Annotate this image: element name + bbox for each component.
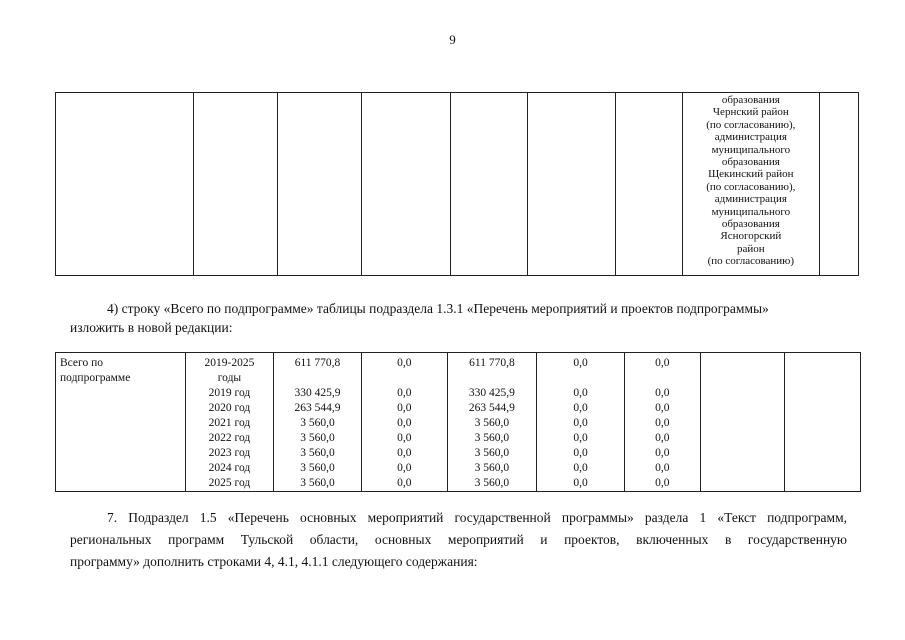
col6-value: 0,0 [573,477,588,489]
extrabudgetary-cell [624,353,700,492]
col5-value: 3 560,0 [474,432,510,444]
responsible-executor-line: образования [721,218,780,231]
col4-value: 0,0 [397,417,412,429]
page-number: 9 [449,32,456,47]
col3-value: 330 425,9 [294,387,341,399]
table-cell [56,93,194,276]
years-value: 2022 год [208,432,251,444]
col6-value: 0,0 [573,357,588,369]
regional-budget-cell [447,353,537,492]
years-value: годы [217,372,242,384]
subprogram-total-table [55,352,861,492]
col6-value: 0,0 [573,432,588,444]
responsible-executor-line: (по согласованию) [707,255,795,268]
table-cell [701,353,785,492]
table-cell [194,93,278,276]
responsible-executor-line: Ясногорский [720,230,782,243]
col7-value: 0,0 [655,477,670,489]
col5-value: 263 544,9 [468,402,515,414]
total-funding-cell [274,353,362,492]
col6-value: 0,0 [573,402,588,414]
years-value: 2019-2025 [204,357,255,369]
table-cell [615,93,682,276]
paragraph-7-line-2: региональных программ Тульской области, основных мероприятий и проектов, включенных в государственную [70,532,847,547]
col6-value: 0,0 [573,387,588,399]
events-table-continuation [55,92,859,276]
municipal-budget-cell [537,353,624,492]
total-label-line: подпрограмме [60,372,131,384]
table-cell [785,353,861,492]
col3-value: 611 770,8 [294,357,341,369]
col7-value: 0,0 [655,432,670,444]
col7-value [627,371,698,386]
table-cell [362,93,451,276]
col3-value: 3 560,0 [300,462,335,474]
responsible-executor-line: (по согласованию), [706,118,796,131]
table-cell [527,93,615,276]
years-value: 2021 год [208,417,251,429]
col5-value: 330 425,9 [468,387,515,399]
col7-value: 0,0 [655,447,670,459]
responsible-executor-line: администрация [714,131,787,144]
responsible-executor-line: муниципального [711,143,791,156]
years-value: 2024 год [208,462,251,474]
col5-value: 611 770,8 [469,357,515,369]
col7-value: 0,0 [655,402,670,414]
federal-budget-cell [362,353,448,492]
col3-value [276,371,359,386]
responsible-executor-line: администрация [714,193,787,206]
col5-value: 3 560,0 [474,417,510,429]
col6-value [539,371,621,386]
col4-value: 0,0 [397,462,412,474]
paragraph-7-line-3: программу» дополнить строками 4, 4.1, 4.1.1 следующего содержания: [70,554,478,569]
col3-value: 3 560,0 [300,432,335,444]
years-value: 2019 год [208,387,251,399]
col6-value: 0,0 [573,417,588,429]
responsible-executor-line: район [737,242,765,255]
table-row [56,93,859,276]
col7-value: 0,0 [655,417,670,429]
col5-value: 3 560,0 [474,477,510,489]
col5-value [450,371,535,386]
responsible-executor-line: Щекинский район [708,168,794,181]
responsible-executors-text [683,93,819,268]
paragraph-7-line-1: 7. Подраздел 1.5 «Перечень основных мероприятий государственной программы» раздела 1 «Текст подпрограмм, [107,510,847,525]
table-cell [278,93,362,276]
col6-value: 0,0 [573,447,588,459]
table-row [56,353,861,492]
col4-value: 0,0 [397,357,412,369]
table-cell [819,93,858,276]
col7-value: 0,0 [655,357,670,369]
years-cell [185,353,273,492]
responsible-executor-line: Чернский район [712,106,789,119]
col4-value [364,371,445,386]
paragraph-7 [70,507,847,573]
responsible-executor-line: муниципального [711,205,791,218]
col7-value: 0,0 [655,387,670,399]
responsible-executors-cell [682,93,819,276]
col3-value: 3 560,0 [300,477,335,489]
responsible-executor-line: (по согласованию), [706,180,796,193]
years-value: 2025 год [208,477,251,489]
col4-value: 0,0 [397,387,412,399]
total-label-line: Всего по [60,357,103,369]
col5-value: 3 560,0 [474,447,510,459]
responsible-executor-line: образования [721,156,780,169]
col4-value: 0,0 [397,432,412,444]
col3-value: 3 560,0 [300,417,335,429]
col7-value: 0,0 [655,462,670,474]
table-cell [451,93,527,276]
col4-value: 0,0 [397,402,412,414]
total-label-cell [56,353,186,492]
paragraph-4-line-1: 4) строку «Всего по подпрограмме» таблицы подраздела 1.3.1 «Перечень мероприятий и проектов подпрограммы» [107,301,769,316]
col4-value: 0,0 [397,447,412,459]
col4-value: 0,0 [397,477,412,489]
years-value: 2023 год [208,447,251,459]
col5-value: 3 560,0 [474,462,510,474]
responsible-executor-line: образования [721,94,780,106]
col6-value: 0,0 [573,462,588,474]
years-value: 2020 год [208,402,251,414]
col3-value: 3 560,0 [300,447,335,459]
paragraph-4-line-2: изложить в новой редакции: [70,320,233,335]
col3-value: 263 544,9 [294,402,341,414]
